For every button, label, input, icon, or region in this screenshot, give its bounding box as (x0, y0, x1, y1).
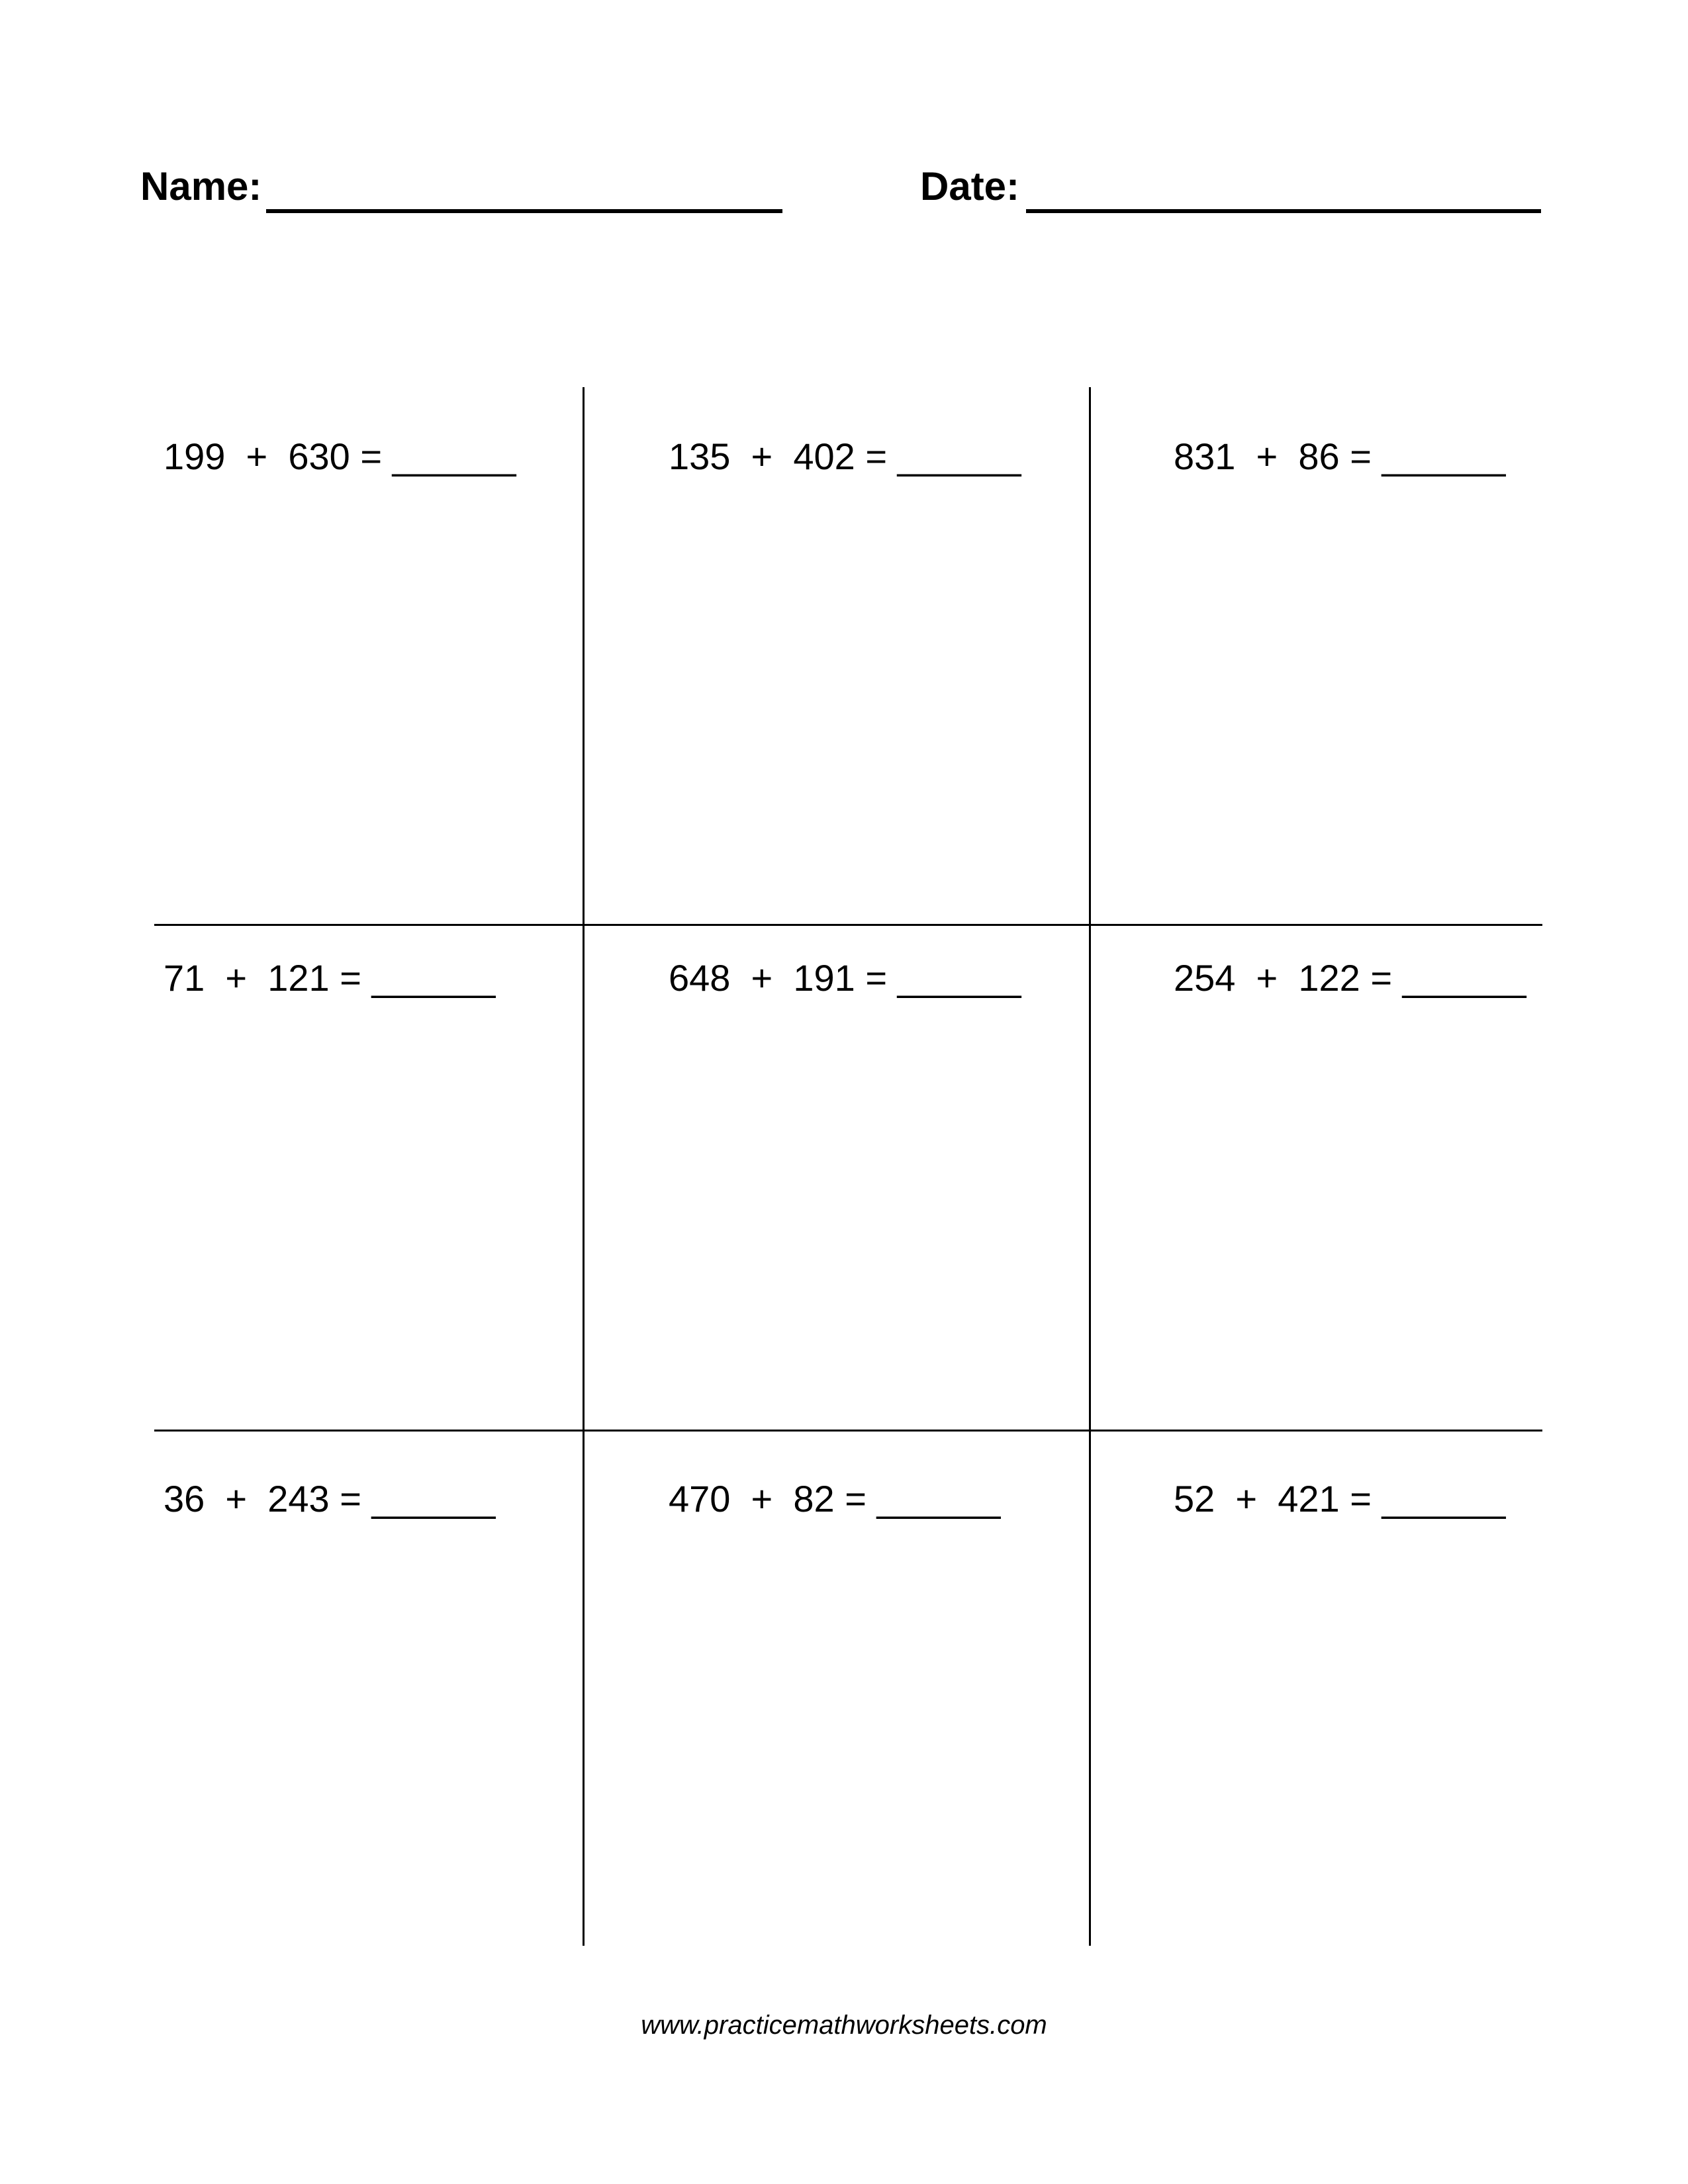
grid-vertical-divider-1 (583, 387, 585, 1946)
problem-5: 648 + 191 = ______ (669, 957, 1021, 999)
date-blank-line[interactable] (1026, 209, 1541, 213)
problem-9: 52 + 421 = ______ (1174, 1478, 1506, 1520)
problem-6: 254 + 122 = ______ (1174, 957, 1526, 999)
problem-1: 199 + 630 = ______ (164, 435, 516, 477)
problem-7: 36 + 243 = ______ (164, 1478, 496, 1520)
name-label: Name: (140, 164, 262, 208)
grid-vertical-divider-2 (1089, 387, 1091, 1946)
problem-4: 71 + 121 = ______ (164, 957, 496, 999)
grid-horizontal-divider-1 (154, 924, 1542, 926)
problem-8: 470 + 82 = ______ (669, 1478, 1001, 1520)
grid-horizontal-divider-2 (154, 1430, 1542, 1432)
date-label: Date: (920, 164, 1020, 208)
footer-url: www.practicemathworksheets.com (641, 2011, 1047, 2040)
problem-3: 831 + 86 = ______ (1174, 435, 1506, 477)
problem-2: 135 + 402 = ______ (669, 435, 1021, 477)
name-blank-line[interactable] (266, 209, 782, 213)
